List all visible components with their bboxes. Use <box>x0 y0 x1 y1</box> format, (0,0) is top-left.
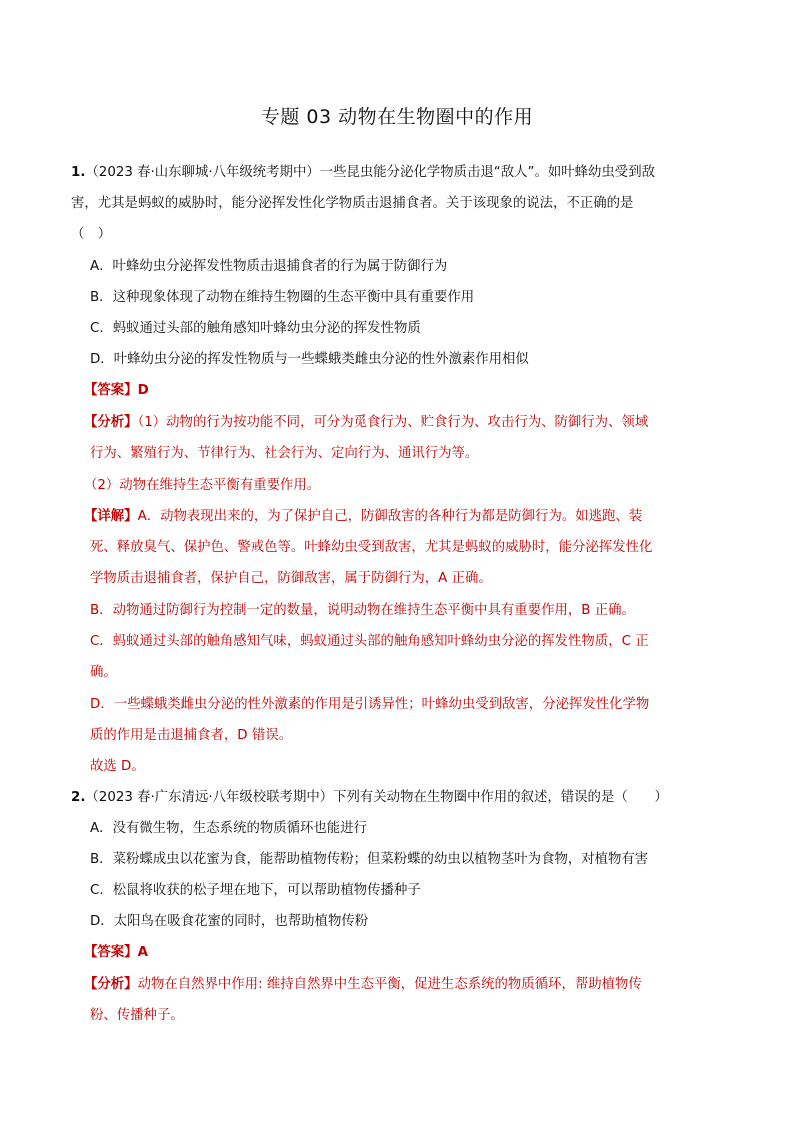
detail-a-text: A．动物表现出来的，为了保护自己，防御敌害的各种行为都是防御行为。如逃跑、装 <box>137 509 643 524</box>
question-2-number: 2. <box>71 790 86 805</box>
question-1-detail-a-line-2: 死、释放臭气、保护色、警戒色等。叶蜂幼虫受到敌害，尤其是蚂蚁的威胁时，能分泌挥发性化 <box>90 540 653 555</box>
question-1-conclusion: 故选 D。 <box>90 759 145 774</box>
question-1-detail-d-line-2: 质的作用是击退捕食者，D 错误。 <box>90 728 293 743</box>
question-1-analysis-line-3: （2）动物在维持生态平衡有重要作用。 <box>84 478 321 493</box>
question-1-detail-c-line-1: C．蚂蚁通过头部的触角感知气味，蚂蚁通过头部的触角感知叶蜂幼虫分泌的挥发性物质，C 正 <box>90 634 649 649</box>
analysis-text: （1）动物的行为按功能不同，可分为觅食行为、贮食行为、攻击行为、防御行为、领域 <box>137 415 649 430</box>
answer-label: 【答案】 <box>84 383 138 398</box>
question-2-analysis-line-2: 粉、传播种子。 <box>90 1008 184 1023</box>
question-2-stem-text: 下列有关动物在生物圈中作用的叙述，错误的是（ ） <box>333 790 668 805</box>
answer-value: D <box>137 383 149 398</box>
question-1-answer <box>84 382 149 400</box>
question-1-option-c: C．蚂蚁通过头部的触角感知叶蜂幼虫分泌的挥发性物质 <box>90 321 421 336</box>
question-1-detail-b: B．动物通过防御行为控制一定的数量，说明动物在维持生态平衡中具有重要作用，B 正确。 <box>90 603 635 618</box>
question-1-stem-line-1 <box>71 164 655 182</box>
question-1-option-b: B．这种现象体现了动物在维持生物圈的生态平衡中具有重要作用 <box>90 290 475 305</box>
question-1-source: （2023 春·山东聊城·八年级统考期中） <box>85 165 320 180</box>
question-1-option-d: D．叶蜂幼虫分泌的挥发性物质与一些蝶蛾类雌虫分泌的性外激素作用相似 <box>90 352 529 367</box>
detail-label: 【详解】 <box>84 509 138 524</box>
question-1-analysis-line-1 <box>84 414 648 432</box>
question-1-option-a: A．叶蜂幼虫分泌挥发性物质击退捕食者的行为属于防御行为 <box>90 259 448 274</box>
analysis-label: 【分析】 <box>84 977 138 992</box>
page-title: 专题 03 动物在生物圈中的作用 <box>260 106 534 128</box>
analysis-label: 【分析】 <box>84 415 138 430</box>
question-2-option-b: B．菜粉蝶成虫以花蜜为食，能帮助植物传粉；但菜粉蝶的幼虫以植物茎叶为食物，对植物有害 <box>90 852 649 867</box>
question-2-analysis-line-1 <box>84 976 642 994</box>
question-1-detail-a-line-3: 学物质击退捕食者，保护自己，防御敌害，属于防御行为，A 正确。 <box>90 571 492 586</box>
question-1-number: 1. <box>71 165 86 180</box>
question-1-detail-d-line-1: D．一些蝶蛾类雌虫分泌的性外激素的作用是引诱异性；叶蜂幼虫受到敌害，分泌挥发性化学物 <box>90 697 650 712</box>
question-1-stem-text: 一些昆虫能分泌化学物质击退“敌人”。如叶蜂幼虫受到敌 <box>319 165 655 180</box>
question-1-analysis-line-2: 行为、繁殖行为、节律行为、社会行为、定向行为、通讯行为等。 <box>90 446 479 461</box>
question-1-detail-c-line-2: 确。 <box>90 665 117 680</box>
question-2-source: （2023 春·广东清远·八年级校联考期中） <box>85 790 334 805</box>
question-2-stem <box>71 789 668 807</box>
question-1-stem-line-2: 害，尤其是蚂蚁的威胁时，能分泌挥发性化学物质击退捕食者。关于该现象的说法，不正确的是 <box>71 196 634 211</box>
question-1-stem-line-3: （ ） <box>71 227 112 242</box>
question-2-answer <box>84 944 148 962</box>
answer-value: A <box>137 945 148 960</box>
answer-label: 【答案】 <box>84 945 138 960</box>
question-1-detail-a-line-1 <box>84 508 642 526</box>
question-2-option-d: D．太阳鸟在吸食花蜜的同时，也帮助植物传粉 <box>90 914 369 929</box>
question-2-option-c: C．松鼠将收获的松子埋在地下，可以帮助植物传播种子 <box>90 883 421 898</box>
analysis-text: 动物在自然界中作用: 维持自然界中生态平衡，促进生态系统的物质循环，帮助植物传 <box>137 977 642 992</box>
question-2-option-a: A．没有微生物，生态系统的物质循环也能进行 <box>90 821 367 836</box>
